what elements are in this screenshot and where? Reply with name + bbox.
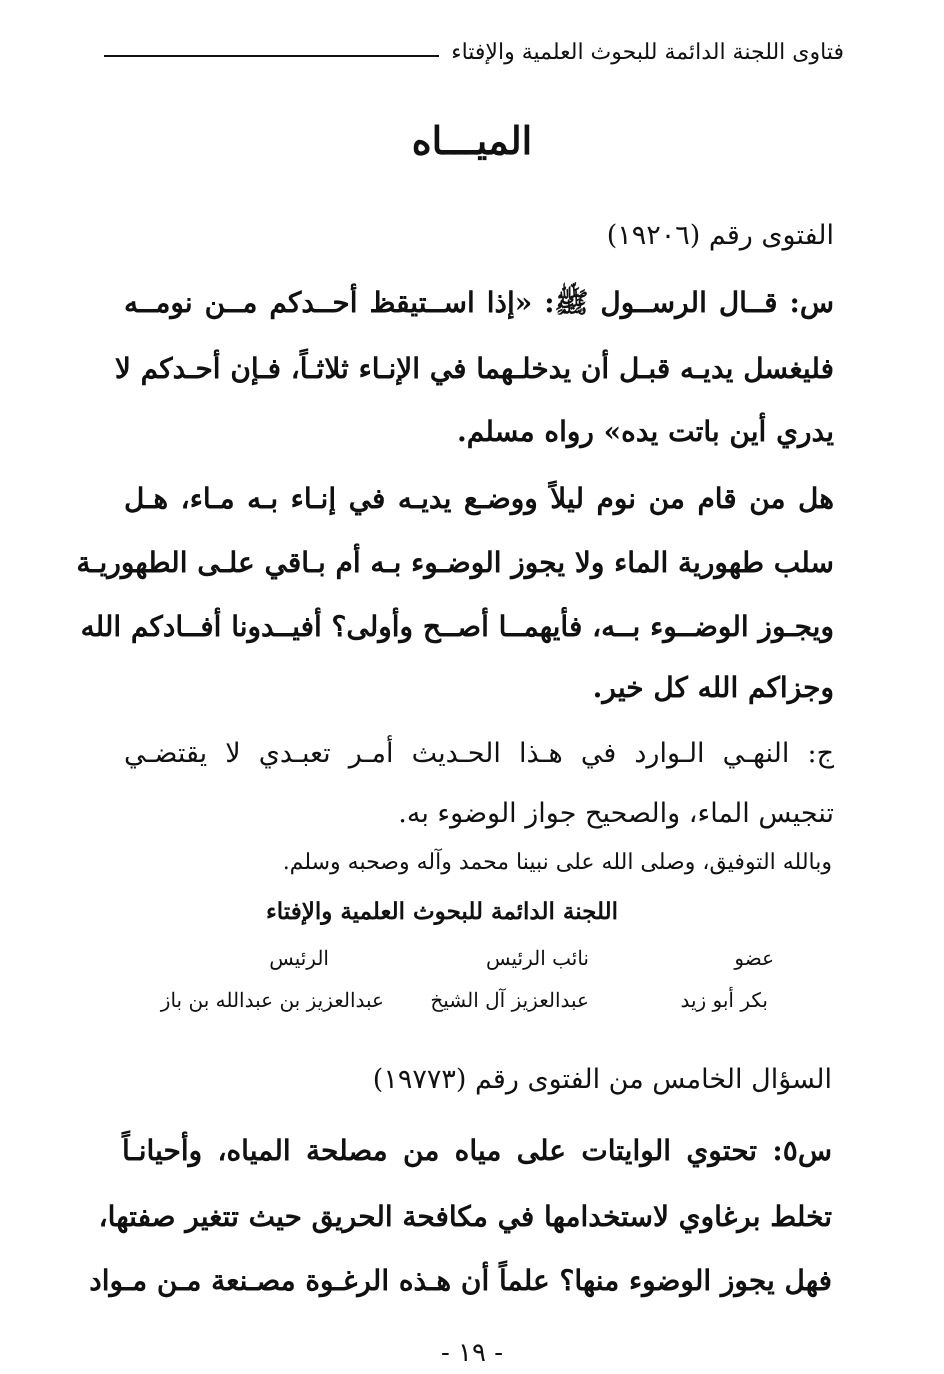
signatory-role: الرئيس — [269, 946, 329, 970]
answer-line: ج: النهـي الـوارد في هـذا الحـديث أمـر تعبـدي لا يقتضـي — [124, 738, 834, 769]
committee-name: اللجنة الدائمة للبحوث العلمية والإفتاء — [265, 898, 619, 925]
question-line: س٥: تحتوي الوايتات على مياه من مصلحة المياه، وأحيانـاً — [122, 1134, 832, 1167]
signatory-name: بكر أبو زيد — [680, 988, 768, 1012]
signatory-role: عضو — [734, 946, 774, 970]
page-number: - ١٩ - — [440, 1338, 504, 1368]
question-line: هل من قام من نوم ليلاً ووضـع يديـه في إنـاء بـه مـاء، هـل — [124, 482, 834, 515]
answer-line: تنجيس الماء، والصحيح جواز الوضوء به. — [398, 798, 834, 829]
question-line: فهل يجوز الوضوء منها؟ علماً أن هـذه الرغـوة مصـنعة مـن مـواد — [89, 1264, 832, 1297]
question-line: يدري أين باتت يده» رواه مسلم. — [457, 415, 834, 448]
question-line: تخلط برغاوي لاستخدامها في مكافحة الحريق حيث تتغير صفتها، — [98, 1200, 832, 1233]
signatory-name: عبدالعزيز بن عبدالله بن باز — [160, 988, 384, 1012]
question-line: س: قــال الرســول ﷺ: «إذا اســتيقظ أحــدكم مــن نومــه — [124, 286, 834, 319]
question-line: ويجـوز الوضــوء بــه، فأيهمــا أصــح وأولى؟ أفيــدونا أفــادكم الله — [80, 610, 834, 643]
question-line: سلب طهورية الماء ولا يجوز الوضـوء بـه أم بـاقي علـى الطهوريـة — [76, 546, 834, 579]
question-line: وجزاكم الله كل خير. — [592, 671, 834, 704]
fatwa-reference: السؤال الخامس من الفتوى رقم (١٩٧٧٣) — [372, 1064, 832, 1095]
signatory-name: عبدالعزيز آل الشيخ — [430, 988, 589, 1012]
question-line: فليغسل يديـه قبـل أن يدخلـهما في الإنـاء ثلاثـاً، فـإن أحـدكم لا — [114, 352, 834, 385]
running-title: فتاوى اللجنة الدائمة للبحوث العلمية والإفتاء — [451, 39, 844, 65]
header-rule — [104, 55, 439, 57]
signatory-role: نائب الرئيس — [485, 946, 589, 970]
section-title: الميـــاه — [411, 118, 533, 163]
closing-line: وبالله التوفيق، وصلى الله على نبينا محمد وآله وصحبه وسلم. — [282, 850, 832, 875]
fatwa-reference: الفتوى رقم (١٩٢٠٦) — [606, 220, 834, 251]
running-header — [104, 34, 844, 70]
